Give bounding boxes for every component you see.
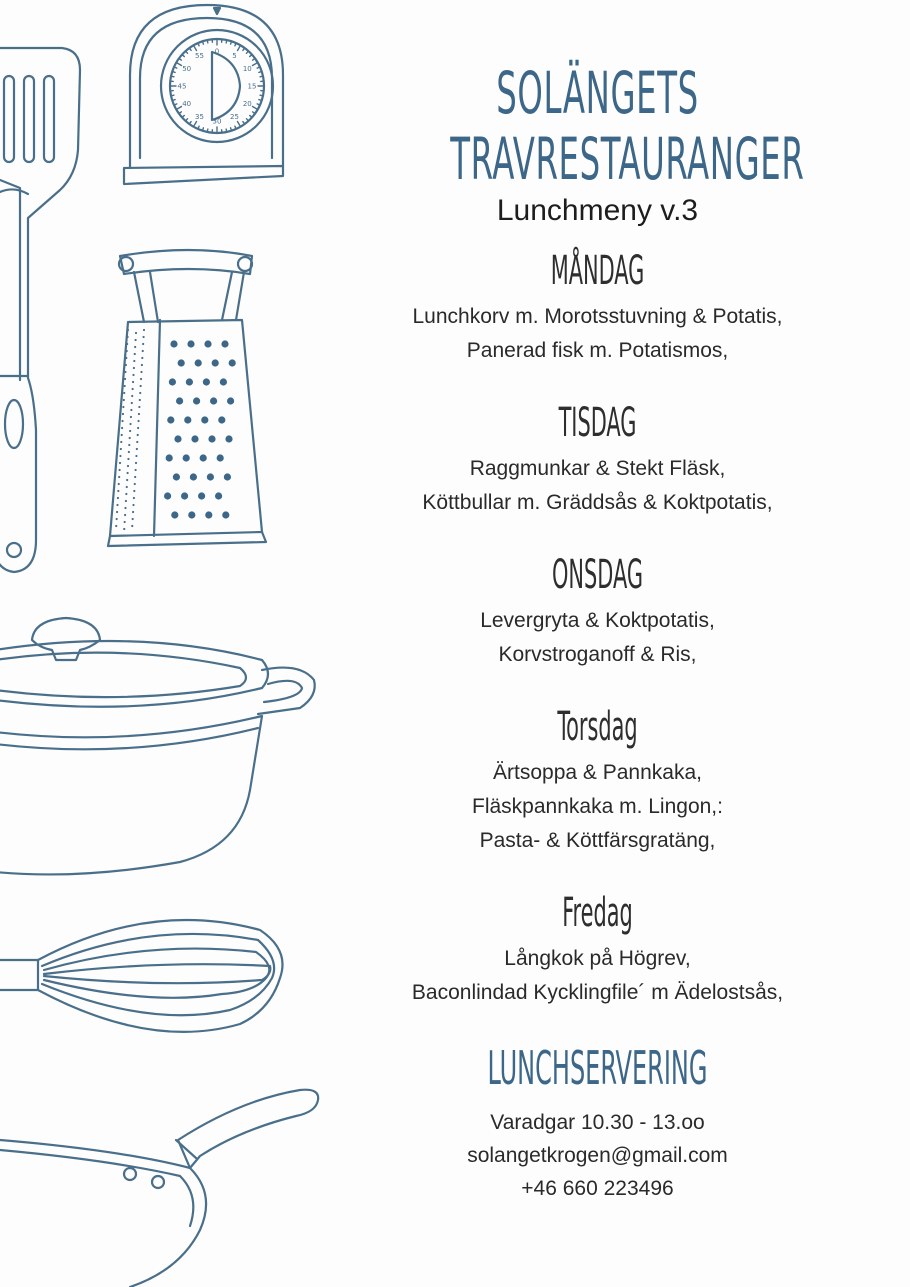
svg-text:10: 10 bbox=[242, 65, 252, 73]
dish-item: Panerad fisk m. Potatismos, bbox=[466, 339, 729, 362]
timer-dial-numbers bbox=[178, 48, 257, 126]
svg-text:45: 45 bbox=[177, 82, 187, 91]
contact-email: solangetkrogen@gmail.com bbox=[467, 1144, 728, 1167]
dish-item: Fläskpannkaka m. Lingon,: bbox=[472, 795, 723, 818]
grater-icon bbox=[108, 250, 266, 546]
day-section-friday bbox=[360, 888, 835, 1010]
day-section-tuesday bbox=[360, 398, 835, 520]
restaurant-name-line1: SOLÄNGETS bbox=[496, 59, 699, 127]
dish-item: Lunchkorv m. Morotsstuvning & Potatis, bbox=[412, 305, 783, 328]
dish-item: Köttbullar m. Gräddsås & Koktpotatis, bbox=[422, 491, 773, 514]
serving-hours: Varadgar 10.30 - 13.oo bbox=[490, 1111, 705, 1134]
dish-item: Levergryta & Koktpotatis, bbox=[480, 609, 715, 632]
svg-text:0: 0 bbox=[214, 47, 220, 56]
restaurant-name-line2: TRAVRESTAURANGER bbox=[450, 125, 805, 193]
contact-phone: +46 660 223496 bbox=[521, 1177, 674, 1200]
day-heading: Torsdag bbox=[557, 704, 638, 750]
svg-text:40: 40 bbox=[182, 100, 192, 108]
lunch-serving-heading: LUNCHSERVERING bbox=[487, 1041, 708, 1095]
svg-text:5: 5 bbox=[232, 52, 237, 61]
svg-text:15: 15 bbox=[247, 82, 257, 91]
day-heading: ONSDAG bbox=[551, 552, 644, 598]
day-heading: Fredag bbox=[562, 890, 633, 936]
svg-text:25: 25 bbox=[230, 112, 239, 121]
menu-subtitle: Lunchmeny v.3 bbox=[496, 194, 699, 227]
day-heading: TISDAG bbox=[558, 400, 637, 446]
day-section-monday bbox=[360, 246, 835, 368]
svg-text:20: 20 bbox=[242, 100, 252, 108]
dish-item: Baconlindad Kycklingfile´ m Ädelostsås, bbox=[411, 981, 784, 1004]
kitchen-timer-icon bbox=[124, 5, 283, 184]
grater-holes-icon bbox=[164, 340, 236, 518]
day-section-thursday bbox=[360, 702, 835, 858]
svg-text:55: 55 bbox=[195, 52, 204, 61]
day-section-wednesday bbox=[360, 550, 835, 672]
svg-text:50: 50 bbox=[182, 65, 192, 73]
dish-item: Långkok på Högrev, bbox=[504, 947, 691, 970]
dish-item: Ärtsoppa & Pannkaka, bbox=[493, 761, 702, 784]
dish-item: Korvstroganoff & Ris, bbox=[498, 643, 697, 666]
svg-text:30: 30 bbox=[212, 117, 222, 126]
menu-column bbox=[360, 60, 835, 1205]
spatula-icon bbox=[0, 48, 80, 572]
frying-pan-icon bbox=[0, 1090, 318, 1287]
dish-item: Raggmunkar & Stekt Fläsk, bbox=[469, 457, 726, 480]
pot-icon bbox=[0, 618, 315, 874]
day-heading: MÅNDAG bbox=[550, 248, 645, 294]
svg-text:35: 35 bbox=[195, 112, 204, 121]
kitchen-illustrations bbox=[0, 0, 360, 1287]
whisk-icon bbox=[0, 920, 283, 1032]
dish-item: Pasta- & Köttfärsgratäng, bbox=[479, 829, 716, 852]
